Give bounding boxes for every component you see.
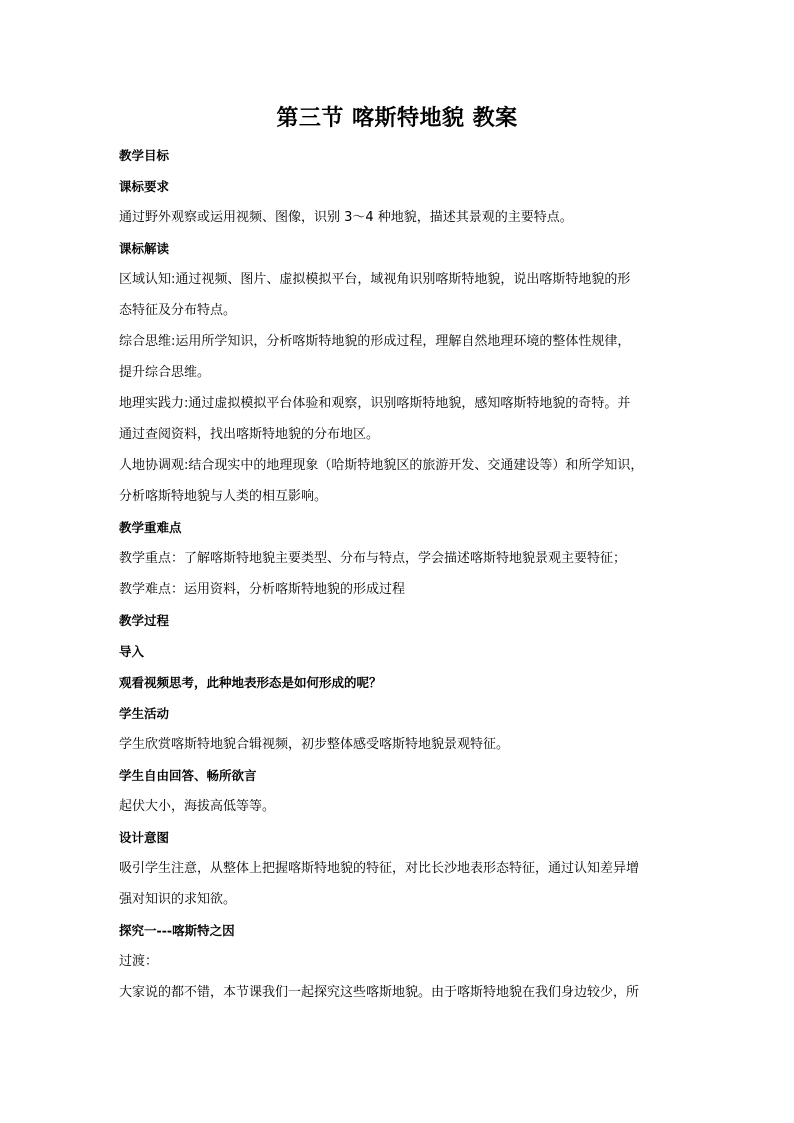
section-heading: 学生活动 [119, 706, 170, 721]
document-title: 第三节 喀斯特地貌 教案 [276, 106, 518, 131]
paragraph-line: 起伏大小，海拔高低等等。 [119, 799, 276, 814]
paragraph-line: 吸引学生注意，从整体上把握喀斯特地貌的特征，对比长沙地表形态特征，通过认知差异增 [119, 861, 640, 876]
paragraph-line: 大家说的都不错，本节课我们一起探究这些喀斯地貌。由于喀斯特地貌在我们身边较少，所 [119, 985, 640, 1000]
document-body [119, 140, 689, 1008]
section-heading: 导入 [119, 644, 145, 659]
paragraph-line: 综合思维:运用所学知识，分析喀斯特地貌的形成过程，理解自然地理环境的整体性规律， [119, 334, 631, 349]
section-heading: 课标要求 [119, 179, 170, 194]
paragraph-line: 人地协调观:结合现实中的地理现象（哈斯特地貌区的旅游开发、交通建设等）和所学知识， [119, 458, 644, 473]
section-heading: 教学重难点 [119, 520, 182, 535]
section-heading: 课标解读 [119, 241, 170, 256]
paragraph-line: 态特征及分布特点。 [119, 303, 237, 318]
paragraph-line: 强对知识的求知欲。 [119, 892, 237, 907]
paragraph-line: 学生欣赏喀斯特地貌合辑视频，初步整体感受喀斯特地貌景观特征。 [119, 737, 510, 752]
section-heading: 教学目标 [119, 148, 170, 163]
paragraph-line: 分析喀斯特地貌与人类的相互影响。 [119, 489, 328, 504]
section-heading: 设计意图 [119, 830, 170, 845]
paragraph-line: 区域认知:通过视频、图片、虚拟模拟平台，域视角识别喀斯特地貌，说出喀斯特地貌的形 [119, 272, 631, 287]
paragraph-line: 通过野外观察或运用视频、图像，识别 3～4 种地貌，描述其景观的主要特点。 [119, 210, 573, 225]
paragraph-line: 提升综合思维。 [119, 365, 211, 380]
paragraph-line: 地理实践力:通过虚拟模拟平台体验和观察，识别喀斯特地貌，感知喀斯特地貌的奇特。并 [119, 396, 631, 411]
paragraph-line: 过渡： [119, 954, 159, 969]
section-heading: 学生自由回答、畅所欲言 [119, 768, 257, 783]
paragraph-line: 教学难点：运用资料，分析喀斯特地貌的形成过程 [119, 582, 406, 597]
section-heading: 探究一---喀斯特之因 [119, 923, 235, 938]
section-heading: 观看视频思考，此种地表形态是如何形成的呢？ [119, 675, 382, 690]
paragraph-line: 通过查阅资料，找出喀斯特地貌的分布地区。 [119, 427, 380, 442]
paragraph-line: 教学重点：了解喀斯特地貌主要类型、分布与特点，学会描述喀斯特地貌景观主要特征； [119, 551, 627, 566]
section-heading: 教学过程 [119, 613, 170, 628]
